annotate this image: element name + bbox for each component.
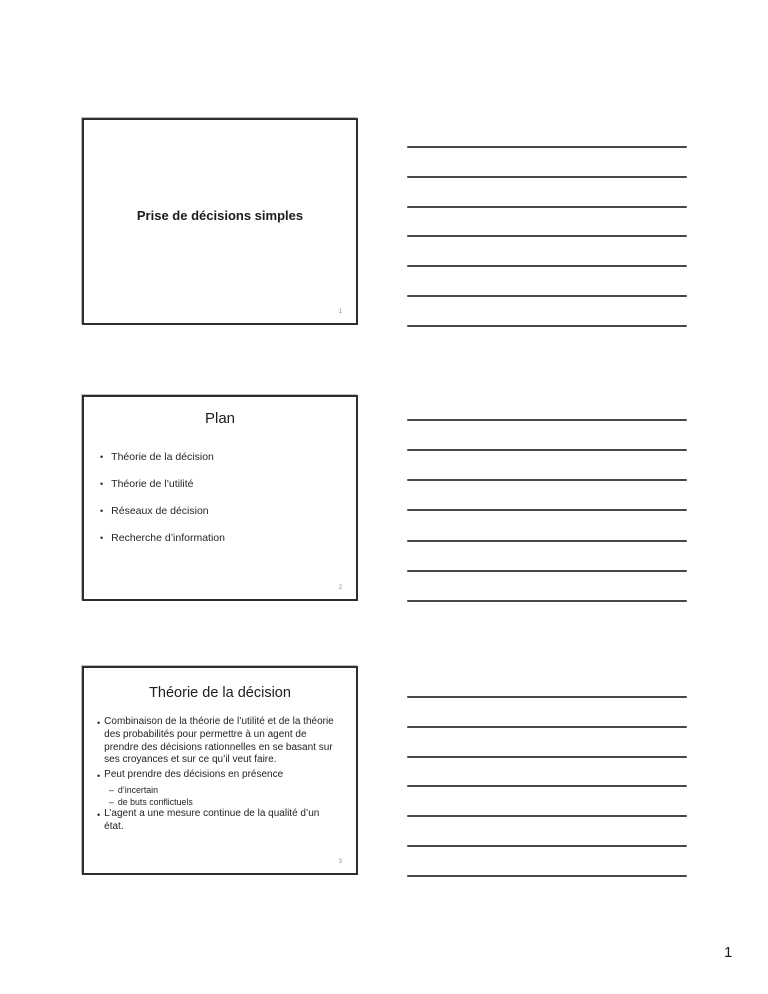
note-lines-slide-3 xyxy=(407,696,687,877)
bullet-icon: • xyxy=(100,479,104,489)
slide-2-bullet-list xyxy=(84,452,356,544)
list-item xyxy=(100,479,346,490)
slide-3-title: Théorie de la décision xyxy=(149,685,291,701)
bullet-icon: • xyxy=(100,452,104,462)
note-line xyxy=(407,176,687,178)
note-line xyxy=(407,235,687,237)
note-line xyxy=(407,756,687,758)
note-lines-slide-2 xyxy=(407,419,687,602)
list-item xyxy=(100,533,346,544)
slide-1-title: Prise de décisions simples xyxy=(136,208,304,223)
bullet-text: Théorie de l’utilité xyxy=(111,478,194,490)
bullet-text: Théorie de la décision xyxy=(111,451,214,463)
slide-thumbnail-3 xyxy=(82,666,358,875)
slide-1-number: 1 xyxy=(338,309,342,315)
note-line xyxy=(407,449,687,451)
bullet-icon: • xyxy=(97,718,101,728)
note-line xyxy=(407,146,687,148)
note-line xyxy=(407,785,687,787)
note-line xyxy=(407,509,687,511)
page-number: 1 xyxy=(724,944,733,961)
bullet-text: L’agent a une mesure continue de la qualité d’un état. xyxy=(104,808,320,832)
note-line xyxy=(407,265,687,267)
note-line xyxy=(407,696,687,698)
slide-thumbnail-2 xyxy=(82,395,358,601)
bullet-icon: • xyxy=(100,533,104,543)
bullet-text: Recherche d’information xyxy=(111,532,225,544)
dash-icon: – xyxy=(109,784,114,795)
note-line xyxy=(407,875,687,877)
note-line xyxy=(407,540,687,542)
note-line xyxy=(407,479,687,481)
slide-2-title: Plan xyxy=(204,410,236,427)
note-lines-slide-1 xyxy=(407,146,687,327)
bullet-icon: • xyxy=(97,771,101,782)
slide-3-number: 3 xyxy=(338,859,342,865)
slide-thumbnail-1 xyxy=(82,118,358,325)
note-line xyxy=(407,726,687,728)
sub-list-item xyxy=(109,797,340,808)
list-item xyxy=(97,716,340,767)
note-line xyxy=(407,815,687,817)
dash-icon: – xyxy=(109,796,114,807)
bullet-text: Combinaison de la théorie de l’utilité et de la théorie des probabilités pour permettre à un agent de prendre des décisions rationnelles en se basant sur ses croyances et sur ce qu’il veut faire. xyxy=(104,716,334,766)
note-line xyxy=(407,845,687,847)
note-line xyxy=(407,206,687,208)
note-line xyxy=(407,295,687,297)
bullet-text: Réseaux de décision xyxy=(111,505,209,517)
list-item xyxy=(100,506,346,517)
bullet-text: Peut prendre des décisions en présence xyxy=(104,769,284,781)
sub-bullet-text: d’incertain xyxy=(117,784,159,795)
note-line xyxy=(407,419,687,421)
bullet-icon: • xyxy=(100,506,104,516)
list-item xyxy=(97,808,340,834)
note-line xyxy=(407,600,687,602)
slide-2-number: 2 xyxy=(338,585,342,591)
sub-bullet-text: de buts conflictuels xyxy=(117,796,193,807)
sub-list-item xyxy=(109,785,340,796)
note-line xyxy=(407,570,687,572)
bullet-icon: • xyxy=(97,810,101,821)
note-line xyxy=(407,325,687,327)
list-item xyxy=(97,769,340,783)
slide-3-body xyxy=(84,716,356,834)
list-item xyxy=(100,452,346,463)
